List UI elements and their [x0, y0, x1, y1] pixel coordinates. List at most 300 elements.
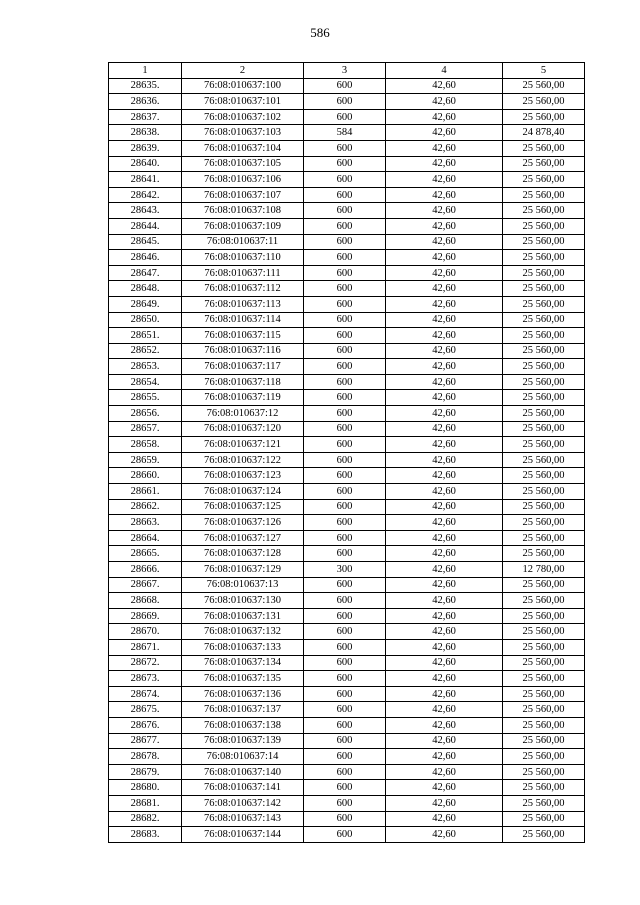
table-cell-col1: 28655.	[109, 390, 182, 406]
table-cell-col1: 28663.	[109, 515, 182, 531]
table-cell-col3: 600	[304, 624, 386, 640]
table-cell-col4: 42,60	[386, 484, 503, 500]
table-cell-col5: 25 560,00	[503, 452, 585, 468]
table-row	[109, 452, 585, 468]
table-cell-col5: 25 560,00	[503, 795, 585, 811]
table-cell-col1: 28682.	[109, 811, 182, 827]
table-row	[109, 811, 585, 827]
table-row	[109, 780, 585, 796]
table-cell-col2: 76:08:010637:109	[182, 218, 304, 234]
table-cell-col2: 76:08:010637:142	[182, 795, 304, 811]
table-cell-col4: 42,60	[386, 499, 503, 515]
table-cell-col2: 76:08:010637:130	[182, 593, 304, 609]
page-number: 586	[310, 25, 330, 40]
table-cell-col5: 25 560,00	[503, 172, 585, 188]
column-header-1: 1	[109, 63, 182, 79]
table-cell-col5: 25 560,00	[503, 546, 585, 562]
table-cell-col5: 25 560,00	[503, 234, 585, 250]
table-cell-col3: 600	[304, 390, 386, 406]
table-row	[109, 94, 585, 110]
table-row	[109, 655, 585, 671]
table-cell-col1: 28644.	[109, 218, 182, 234]
table-cell-col1: 28657.	[109, 421, 182, 437]
table-cell-col4: 42,60	[386, 203, 503, 219]
table-cell-col4: 42,60	[386, 421, 503, 437]
table-cell-col3: 600	[304, 203, 386, 219]
table-cell-col3: 600	[304, 281, 386, 297]
table-cell-col3: 600	[304, 639, 386, 655]
table-cell-col5: 25 560,00	[503, 187, 585, 203]
table-cell-col4: 42,60	[386, 780, 503, 796]
table-cell-col3: 600	[304, 780, 386, 796]
table-cell-col2: 76:08:010637:113	[182, 296, 304, 312]
table-cell-col4: 42,60	[386, 562, 503, 578]
table-cell-col5: 25 560,00	[503, 717, 585, 733]
table-cell-col2: 76:08:010637:125	[182, 499, 304, 515]
table-cell-col1: 28664.	[109, 530, 182, 546]
table-cell-col1: 28641.	[109, 172, 182, 188]
table-row	[109, 265, 585, 281]
table-cell-col4: 42,60	[386, 250, 503, 266]
table-row	[109, 827, 585, 843]
table-cell-col4: 42,60	[386, 390, 503, 406]
table-row	[109, 281, 585, 297]
table-row	[109, 218, 585, 234]
table-cell-col3: 600	[304, 234, 386, 250]
table-cell-col1: 28665.	[109, 546, 182, 562]
table-cell-col1: 28656.	[109, 406, 182, 422]
table-cell-col1: 28652.	[109, 343, 182, 359]
table-cell-col5: 25 560,00	[503, 484, 585, 500]
table-cell-col1: 28642.	[109, 187, 182, 203]
table-cell-col5: 25 560,00	[503, 94, 585, 110]
table-cell-col5: 25 560,00	[503, 296, 585, 312]
table-row	[109, 733, 585, 749]
table-cell-col4: 42,60	[386, 733, 503, 749]
table-cell-col3: 600	[304, 343, 386, 359]
table-cell-col2: 76:08:010637:139	[182, 733, 304, 749]
table-cell-col3: 600	[304, 468, 386, 484]
table-row	[109, 312, 585, 328]
table-cell-col4: 42,60	[386, 546, 503, 562]
table-cell-col5: 25 560,00	[503, 827, 585, 843]
table-cell-col4: 42,60	[386, 312, 503, 328]
table-cell-col5: 25 560,00	[503, 265, 585, 281]
table-cell-col3: 600	[304, 764, 386, 780]
table-cell-col5: 25 560,00	[503, 156, 585, 172]
table-cell-col2: 76:08:010637:107	[182, 187, 304, 203]
table-cell-col2: 76:08:010637:120	[182, 421, 304, 437]
table-row	[109, 764, 585, 780]
table-cell-col4: 42,60	[386, 702, 503, 718]
table-cell-col3: 600	[304, 795, 386, 811]
table-cell-col2: 76:08:010637:134	[182, 655, 304, 671]
table-cell-col3: 600	[304, 811, 386, 827]
table-cell-col4: 42,60	[386, 156, 503, 172]
table-cell-col1: 28669.	[109, 608, 182, 624]
table-cell-col1: 28667.	[109, 577, 182, 593]
table-cell-col2: 76:08:010637:133	[182, 639, 304, 655]
table-row	[109, 343, 585, 359]
table-cell-col1: 28676.	[109, 717, 182, 733]
table-cell-col5: 25 560,00	[503, 655, 585, 671]
table-cell-col1: 28678.	[109, 749, 182, 765]
table-cell-col2: 76:08:010637:11	[182, 234, 304, 250]
table-cell-col1: 28659.	[109, 452, 182, 468]
table-cell-col4: 42,60	[386, 577, 503, 593]
table-cell-col2: 76:08:010637:104	[182, 140, 304, 156]
column-header-2: 2	[182, 63, 304, 79]
table-cell-col2: 76:08:010637:14	[182, 749, 304, 765]
table-cell-col2: 76:08:010637:119	[182, 390, 304, 406]
table-cell-col4: 42,60	[386, 639, 503, 655]
table-cell-col1: 28653.	[109, 359, 182, 375]
table-row	[109, 421, 585, 437]
table-cell-col5: 25 560,00	[503, 374, 585, 390]
table-cell-col3: 600	[304, 218, 386, 234]
table-cell-col3: 600	[304, 593, 386, 609]
table-cell-col4: 42,60	[386, 608, 503, 624]
table-row	[109, 515, 585, 531]
table-cell-col3: 600	[304, 655, 386, 671]
table-cell-col5: 25 560,00	[503, 749, 585, 765]
table-cell-col1: 28677.	[109, 733, 182, 749]
table-cell-col2: 76:08:010637:137	[182, 702, 304, 718]
table-cell-col2: 76:08:010637:103	[182, 125, 304, 141]
table-cell-col5: 25 560,00	[503, 624, 585, 640]
table-row	[109, 577, 585, 593]
table-cell-col5: 25 560,00	[503, 78, 585, 94]
column-header-5: 5	[503, 63, 585, 79]
table-cell-col1: 28666.	[109, 562, 182, 578]
table-cell-col1: 28647.	[109, 265, 182, 281]
table-cell-col4: 42,60	[386, 140, 503, 156]
table-cell-col3: 600	[304, 749, 386, 765]
table-cell-col1: 28638.	[109, 125, 182, 141]
table-cell-col4: 42,60	[386, 281, 503, 297]
table-cell-col5: 25 560,00	[503, 468, 585, 484]
table-cell-col4: 42,60	[386, 437, 503, 453]
table-cell-col5: 25 560,00	[503, 437, 585, 453]
table-cell-col3: 600	[304, 717, 386, 733]
table-cell-col3: 600	[304, 156, 386, 172]
table-cell-col1: 28639.	[109, 140, 182, 156]
table-cell-col3: 600	[304, 140, 386, 156]
table-cell-col5: 25 560,00	[503, 639, 585, 655]
table-cell-col4: 42,60	[386, 94, 503, 110]
table-cell-col4: 42,60	[386, 827, 503, 843]
table-cell-col2: 76:08:010637:129	[182, 562, 304, 578]
table-cell-col1: 28643.	[109, 203, 182, 219]
table-cell-col3: 600	[304, 827, 386, 843]
header-row	[109, 63, 585, 79]
table-row	[109, 437, 585, 453]
table-cell-col2: 76:08:010637:128	[182, 546, 304, 562]
table-body	[109, 78, 585, 842]
table-cell-col4: 42,60	[386, 78, 503, 94]
table-cell-col3: 600	[304, 437, 386, 453]
table-cell-col3: 600	[304, 484, 386, 500]
table-header	[109, 63, 585, 79]
table-row	[109, 671, 585, 687]
table-cell-col1: 28650.	[109, 312, 182, 328]
table-row	[109, 593, 585, 609]
table-cell-col4: 42,60	[386, 265, 503, 281]
table-cell-col2: 76:08:010637:123	[182, 468, 304, 484]
table-cell-col2: 76:08:010637:116	[182, 343, 304, 359]
table-row	[109, 499, 585, 515]
table-cell-col1: 28673.	[109, 671, 182, 687]
table-cell-col5: 25 560,00	[503, 702, 585, 718]
table-row	[109, 639, 585, 655]
table-cell-col2: 76:08:010637:122	[182, 452, 304, 468]
table-cell-col3: 600	[304, 78, 386, 94]
table-cell-col1: 28649.	[109, 296, 182, 312]
table-cell-col1: 28648.	[109, 281, 182, 297]
table-cell-col4: 42,60	[386, 749, 503, 765]
table-cell-col4: 42,60	[386, 593, 503, 609]
table-cell-col4: 42,60	[386, 811, 503, 827]
table-row	[109, 109, 585, 125]
table-cell-col1: 28672.	[109, 655, 182, 671]
table-cell-col2: 76:08:010637:132	[182, 624, 304, 640]
column-header-3: 3	[304, 63, 386, 79]
table-cell-col5: 25 560,00	[503, 515, 585, 531]
table-cell-col2: 76:08:010637:115	[182, 328, 304, 344]
table-cell-col5: 25 560,00	[503, 671, 585, 687]
table-cell-col3: 600	[304, 452, 386, 468]
table-cell-col4: 42,60	[386, 406, 503, 422]
table-cell-col1: 28645.	[109, 234, 182, 250]
table-cell-col4: 42,60	[386, 218, 503, 234]
table-cell-col4: 42,60	[386, 717, 503, 733]
table-cell-col4: 42,60	[386, 343, 503, 359]
table-cell-col4: 42,60	[386, 172, 503, 188]
table-row	[109, 608, 585, 624]
table-cell-col3: 600	[304, 421, 386, 437]
table-cell-col1: 28654.	[109, 374, 182, 390]
table-cell-col5: 25 560,00	[503, 593, 585, 609]
table-cell-col5: 24 878,40	[503, 125, 585, 141]
table-cell-col4: 42,60	[386, 764, 503, 780]
table-cell-col3: 584	[304, 125, 386, 141]
table-cell-col1: 28661.	[109, 484, 182, 500]
table-cell-col5: 25 560,00	[503, 686, 585, 702]
table-cell-col3: 600	[304, 359, 386, 375]
table-cell-col1: 28683.	[109, 827, 182, 843]
table-cell-col5: 25 560,00	[503, 421, 585, 437]
table-cell-col5: 25 560,00	[503, 140, 585, 156]
table-row	[109, 484, 585, 500]
table-cell-col3: 600	[304, 109, 386, 125]
table-cell-col5: 25 560,00	[503, 281, 585, 297]
table-cell-col4: 42,60	[386, 234, 503, 250]
table-cell-col3: 600	[304, 577, 386, 593]
table-cell-col2: 76:08:010637:118	[182, 374, 304, 390]
table-cell-col5: 25 560,00	[503, 218, 585, 234]
table-cell-col3: 600	[304, 250, 386, 266]
table-cell-col4: 42,60	[386, 109, 503, 125]
table-cell-col2: 76:08:010637:117	[182, 359, 304, 375]
table-cell-col1: 28680.	[109, 780, 182, 796]
table-cell-col2: 76:08:010637:135	[182, 671, 304, 687]
table-cell-col5: 25 560,00	[503, 250, 585, 266]
table-cell-col4: 42,60	[386, 655, 503, 671]
table-row	[109, 702, 585, 718]
table-cell-col2: 76:08:010637:121	[182, 437, 304, 453]
table-cell-col4: 42,60	[386, 359, 503, 375]
table-row	[109, 795, 585, 811]
table-row	[109, 234, 585, 250]
table-row	[109, 374, 585, 390]
table-cell-col5: 25 560,00	[503, 530, 585, 546]
table-cell-col1: 28636.	[109, 94, 182, 110]
table-cell-col4: 42,60	[386, 328, 503, 344]
table-row	[109, 406, 585, 422]
table-row	[109, 717, 585, 733]
table-cell-col5: 25 560,00	[503, 811, 585, 827]
table-cell-col1: 28662.	[109, 499, 182, 515]
table-cell-col2: 76:08:010637:131	[182, 608, 304, 624]
table-cell-col2: 76:08:010637:12	[182, 406, 304, 422]
table-cell-col4: 42,60	[386, 374, 503, 390]
table-cell-col5: 25 560,00	[503, 608, 585, 624]
table-row	[109, 250, 585, 266]
table-cell-col3: 600	[304, 530, 386, 546]
table-cell-col5: 25 560,00	[503, 406, 585, 422]
table-cell-col2: 76:08:010637:110	[182, 250, 304, 266]
table-cell-col4: 42,60	[386, 296, 503, 312]
table-cell-col5: 25 560,00	[503, 577, 585, 593]
table-row	[109, 328, 585, 344]
table-cell-col2: 76:08:010637:112	[182, 281, 304, 297]
table-cell-col4: 42,60	[386, 515, 503, 531]
table-cell-col3: 300	[304, 562, 386, 578]
table-cell-col2: 76:08:010637:144	[182, 827, 304, 843]
table-row	[109, 187, 585, 203]
table-row	[109, 468, 585, 484]
table-cell-col1: 28658.	[109, 437, 182, 453]
table-cell-col1: 28679.	[109, 764, 182, 780]
table-cell-col4: 42,60	[386, 686, 503, 702]
table-cell-col5: 12 780,00	[503, 562, 585, 578]
table-row	[109, 359, 585, 375]
table-cell-col3: 600	[304, 686, 386, 702]
table-cell-col3: 600	[304, 608, 386, 624]
table-cell-col4: 42,60	[386, 624, 503, 640]
table-row	[109, 530, 585, 546]
table-cell-col3: 600	[304, 671, 386, 687]
table-cell-col4: 42,60	[386, 187, 503, 203]
table-cell-col2: 76:08:010637:127	[182, 530, 304, 546]
table-row	[109, 749, 585, 765]
table-cell-col2: 76:08:010637:102	[182, 109, 304, 125]
table-cell-col1: 28668.	[109, 593, 182, 609]
table-cell-col1: 28670.	[109, 624, 182, 640]
table-cell-col1: 28646.	[109, 250, 182, 266]
table-cell-col5: 25 560,00	[503, 312, 585, 328]
table-cell-col2: 76:08:010637:114	[182, 312, 304, 328]
table-row	[109, 624, 585, 640]
table-cell-col4: 42,60	[386, 795, 503, 811]
table-cell-col2: 76:08:010637:140	[182, 764, 304, 780]
table-cell-col2: 76:08:010637:108	[182, 203, 304, 219]
table-cell-col5: 25 560,00	[503, 780, 585, 796]
table-cell-col1: 28640.	[109, 156, 182, 172]
table-cell-col4: 42,60	[386, 125, 503, 141]
table-row	[109, 546, 585, 562]
table-cell-col3: 600	[304, 374, 386, 390]
table-row	[109, 140, 585, 156]
table-cell-col2: 76:08:010637:100	[182, 78, 304, 94]
table-cell-col1: 28660.	[109, 468, 182, 484]
table-row	[109, 125, 585, 141]
table-cell-col1: 28674.	[109, 686, 182, 702]
table-cell-col3: 600	[304, 187, 386, 203]
table-cell-col3: 600	[304, 296, 386, 312]
table-cell-col4: 42,60	[386, 671, 503, 687]
table-cell-col4: 42,60	[386, 452, 503, 468]
table-row	[109, 686, 585, 702]
column-header-4: 4	[386, 63, 503, 79]
table-row	[109, 172, 585, 188]
table-cell-col1: 28651.	[109, 328, 182, 344]
table-cell-col5: 25 560,00	[503, 203, 585, 219]
table-row	[109, 390, 585, 406]
table-cell-col3: 600	[304, 312, 386, 328]
table-cell-col4: 42,60	[386, 468, 503, 484]
table-cell-col3: 600	[304, 328, 386, 344]
table-cell-col5: 25 560,00	[503, 764, 585, 780]
table-cell-col3: 600	[304, 265, 386, 281]
table-cell-col5: 25 560,00	[503, 109, 585, 125]
table-cell-col1: 28637.	[109, 109, 182, 125]
table-cell-col3: 600	[304, 406, 386, 422]
table-cell-col5: 25 560,00	[503, 359, 585, 375]
table-cell-col5: 25 560,00	[503, 328, 585, 344]
table-cell-col3: 600	[304, 499, 386, 515]
table-cell-col4: 42,60	[386, 530, 503, 546]
table-cell-col5: 25 560,00	[503, 390, 585, 406]
table-cell-col2: 76:08:010637:101	[182, 94, 304, 110]
table-cell-col2: 76:08:010637:138	[182, 717, 304, 733]
table-cell-col2: 76:08:010637:13	[182, 577, 304, 593]
table-cell-col2: 76:08:010637:111	[182, 265, 304, 281]
table-cell-col1: 28681.	[109, 795, 182, 811]
data-table	[108, 62, 585, 843]
table-cell-col2: 76:08:010637:136	[182, 686, 304, 702]
table-cell-col2: 76:08:010637:105	[182, 156, 304, 172]
table-cell-col2: 76:08:010637:143	[182, 811, 304, 827]
table-cell-col3: 600	[304, 702, 386, 718]
table-cell-col3: 600	[304, 515, 386, 531]
table-cell-col2: 76:08:010637:126	[182, 515, 304, 531]
table-row	[109, 296, 585, 312]
table-cell-col3: 600	[304, 94, 386, 110]
table-cell-col2: 76:08:010637:106	[182, 172, 304, 188]
table-cell-col3: 600	[304, 546, 386, 562]
table-cell-col1: 28671.	[109, 639, 182, 655]
table-cell-col5: 25 560,00	[503, 343, 585, 359]
table-row	[109, 203, 585, 219]
table-row	[109, 156, 585, 172]
table-cell-col5: 25 560,00	[503, 499, 585, 515]
table-cell-col2: 76:08:010637:141	[182, 780, 304, 796]
table-cell-col3: 600	[304, 733, 386, 749]
table-cell-col2: 76:08:010637:124	[182, 484, 304, 500]
table-cell-col1: 28675.	[109, 702, 182, 718]
table-cell-col3: 600	[304, 172, 386, 188]
